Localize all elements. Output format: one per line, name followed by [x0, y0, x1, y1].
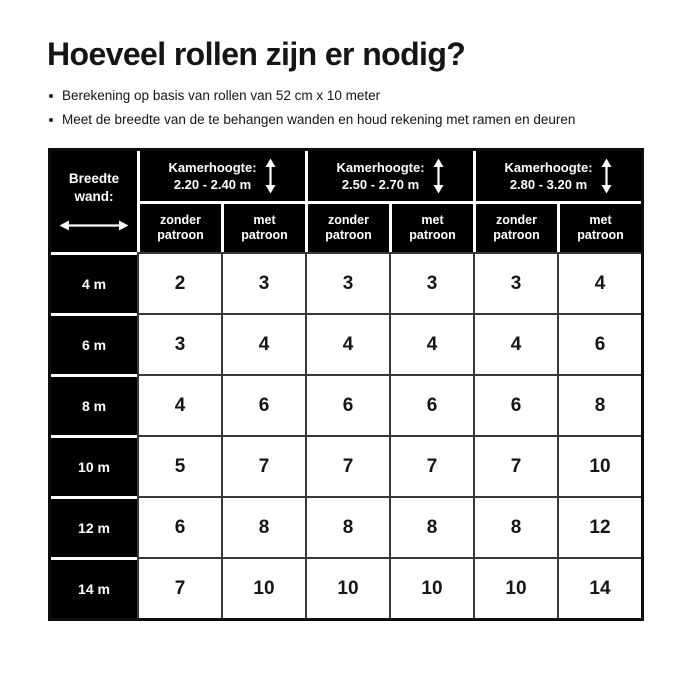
height-arrow-icon [264, 158, 277, 194]
table-cell: 14 [557, 557, 641, 618]
table-cell: 10 [389, 557, 473, 618]
table-row [51, 374, 641, 435]
bullet-text: Berekening op basis van rollen van 52 cm x 10 meter [62, 88, 381, 103]
row-header: 8 m [51, 374, 137, 435]
column-group-title: Kamerhoogte: [168, 160, 257, 175]
list-item [49, 87, 575, 104]
table-cell: 6 [221, 374, 305, 435]
column-group-header [305, 151, 473, 204]
width-arrow-icon [59, 219, 129, 232]
column-group-range: 2.50 - 2.70 m [341, 177, 420, 192]
table-cell: 3 [137, 313, 221, 374]
table-cell: 8 [389, 496, 473, 557]
table-cell: 8 [557, 374, 641, 435]
table-cell: 3 [389, 252, 473, 313]
row-header: 6 m [51, 313, 137, 374]
table-cell: 4 [305, 313, 389, 374]
bullet-dot-icon [49, 118, 53, 122]
table-cell: 10 [305, 557, 389, 618]
table-cell: 4 [557, 252, 641, 313]
table-cell: 6 [137, 496, 221, 557]
table-cell: 4 [473, 313, 557, 374]
subcolumn-header: zonder patroon [473, 204, 557, 252]
rolls-needed-table [48, 148, 644, 621]
table-cell: 7 [137, 557, 221, 618]
table-cell: 7 [389, 435, 473, 496]
table-cell: 7 [305, 435, 389, 496]
subcolumn-header: met patroon [221, 204, 305, 252]
bullet-text: Meet de breedte van de te behangen wanden en houd rekening met ramen en deuren [62, 112, 576, 127]
subcolumn-header: met patroon [389, 204, 473, 252]
table-cell: 5 [137, 435, 221, 496]
group-header-row [51, 151, 641, 204]
table-cell: 4 [221, 313, 305, 374]
table-cell: 6 [389, 374, 473, 435]
table-cell: 8 [221, 496, 305, 557]
column-group-title: Kamerhoogte: [336, 160, 425, 175]
subcolumn-header: met patroon [557, 204, 641, 252]
table-cell: 10 [221, 557, 305, 618]
row-header: 14 m [51, 557, 137, 618]
table-cell: 4 [389, 313, 473, 374]
column-group-header [473, 151, 641, 204]
table-cell: 6 [473, 374, 557, 435]
height-arrow-icon [600, 158, 613, 194]
row-header: 10 m [51, 435, 137, 496]
bullet-dot-icon [49, 94, 53, 98]
table-cell: 6 [557, 313, 641, 374]
row-header: 4 m [51, 252, 137, 313]
table-cell: 12 [557, 496, 641, 557]
table-cell: 10 [473, 557, 557, 618]
table-cell: 2 [137, 252, 221, 313]
column-group-range: 2.80 - 3.20 m [509, 177, 588, 192]
table-cell: 8 [473, 496, 557, 557]
table-cell: 7 [221, 435, 305, 496]
table-row [51, 435, 641, 496]
sub-header-row [51, 204, 641, 252]
table-cell: 6 [305, 374, 389, 435]
table-cell: 3 [473, 252, 557, 313]
table-cell: 4 [137, 374, 221, 435]
table-cell: 3 [305, 252, 389, 313]
table-cell: 7 [473, 435, 557, 496]
corner-header-line2: wand: [74, 189, 114, 204]
subcolumn-header: zonder patroon [137, 204, 221, 252]
table-row [51, 496, 641, 557]
table-cell: 3 [221, 252, 305, 313]
subcolumn-header: zonder patroon [305, 204, 389, 252]
table-cell: 10 [557, 435, 641, 496]
page-title: Hoeveel rollen zijn er nodig? [47, 36, 466, 72]
row-header: 12 m [51, 496, 137, 557]
column-group-header [137, 151, 305, 204]
list-item [49, 111, 575, 128]
column-group-range: 2.20 - 2.40 m [173, 177, 252, 192]
corner-header-line1: Breedte [68, 171, 120, 186]
table-row [51, 313, 641, 374]
bullet-list [49, 87, 575, 135]
table-row [51, 252, 641, 313]
height-arrow-icon [432, 158, 445, 194]
column-group-title: Kamerhoogte: [504, 160, 593, 175]
table-row [51, 557, 641, 618]
corner-header-breedte-wand [51, 151, 137, 252]
table-cell: 8 [305, 496, 389, 557]
